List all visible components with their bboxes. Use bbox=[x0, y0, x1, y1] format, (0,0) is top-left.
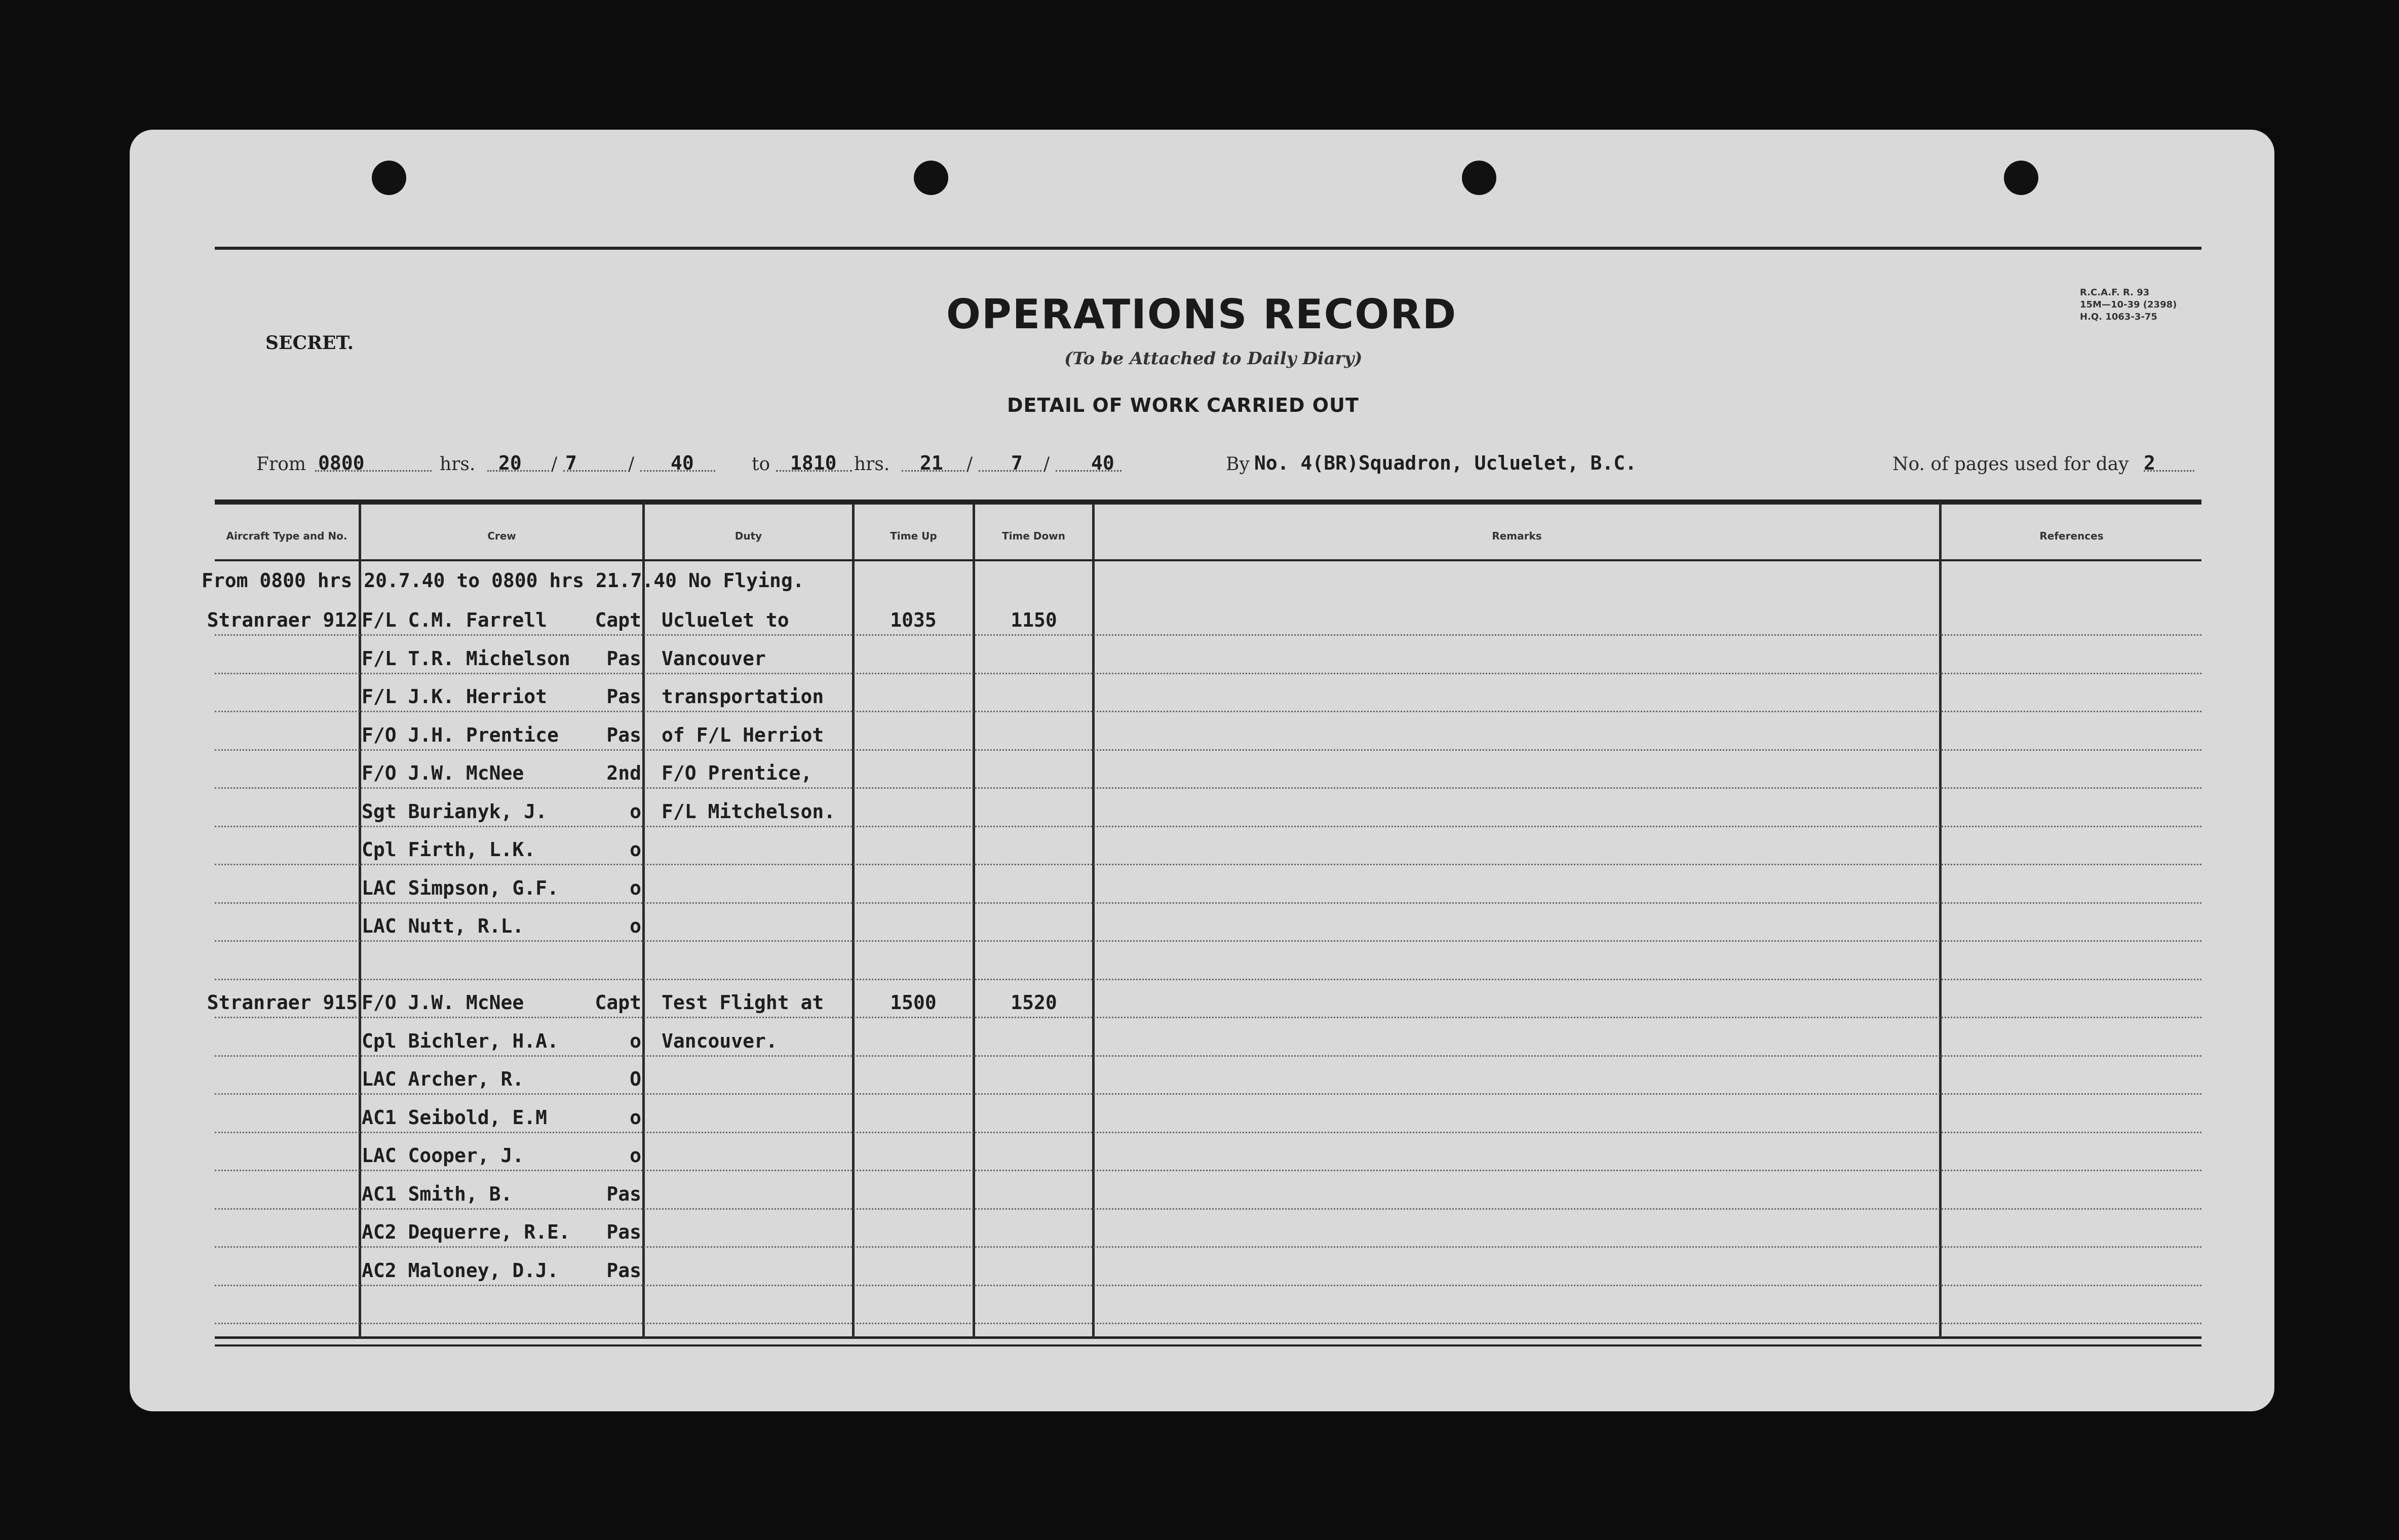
role-cell: 2nd bbox=[606, 762, 641, 784]
role-cell: Capt bbox=[595, 609, 641, 631]
role-cell: Pas bbox=[606, 647, 641, 670]
duty-cell: Test Flight at bbox=[662, 991, 824, 1014]
crew-cell: F/L T.R. Michelson bbox=[362, 647, 570, 670]
role-cell: o bbox=[630, 1029, 641, 1052]
column-header-time-down: Time Down bbox=[1002, 530, 1065, 542]
crew-cell: AC2 Maloney, D.J. bbox=[362, 1259, 559, 1282]
row-rule bbox=[215, 902, 2201, 904]
crew-cell: Cpl Bichler, H.A. bbox=[362, 1029, 559, 1052]
row-rule bbox=[215, 1093, 2201, 1095]
crew-cell: AC1 Seibold, E.M bbox=[362, 1106, 548, 1129]
crew-cell: LAC Nutt, R.L. bbox=[362, 915, 524, 937]
row-rule bbox=[215, 1170, 2201, 1171]
crew-cell: F/O J.W. McNee bbox=[362, 762, 524, 784]
column-divider bbox=[1092, 504, 1095, 1338]
summary-line: From 0800 hrs 20.7.40 to 0800 hrs 21.7.40 No Flying. bbox=[202, 569, 804, 592]
column-header-references: References bbox=[2039, 530, 2104, 542]
time-down-cell: 1520 bbox=[1011, 991, 1057, 1014]
column-header-aircraft: Aircraft Type and No. bbox=[226, 530, 347, 542]
crew-cell: LAC Archer, R. bbox=[362, 1068, 524, 1090]
duty-cell: F/O Prentice, bbox=[662, 762, 812, 784]
punch-hole bbox=[1462, 161, 1496, 195]
row-rule bbox=[215, 1208, 2201, 1210]
column-divider bbox=[1939, 504, 1942, 1338]
time-up-cell: 1035 bbox=[890, 609, 937, 631]
crew-cell: F/O J.H. Prentice bbox=[362, 723, 559, 746]
crew-cell: Sgt Burianyk, J. bbox=[362, 800, 548, 823]
top-rule bbox=[215, 247, 2201, 250]
column-header-remarks: Remarks bbox=[1492, 530, 1542, 542]
column-header-crew: Crew bbox=[487, 530, 516, 542]
row-rule bbox=[215, 940, 2201, 942]
role-cell: o bbox=[630, 915, 641, 937]
row-rule bbox=[215, 1017, 2201, 1018]
detail-heading: DETAIL OF WORK CARRIED OUT bbox=[1007, 394, 1359, 416]
table-top-rule bbox=[215, 499, 2201, 505]
time-down-cell: 1150 bbox=[1011, 609, 1057, 631]
row-rule bbox=[215, 864, 2201, 865]
aircraft-cell: Stranraer 915 bbox=[207, 991, 358, 1014]
crew-cell: AC2 Dequerre, R.E. bbox=[362, 1221, 570, 1243]
role-cell: o bbox=[630, 800, 641, 823]
role-cell: O bbox=[630, 1068, 641, 1090]
role-cell: Pas bbox=[606, 1221, 641, 1243]
role-cell: Capt bbox=[595, 991, 641, 1014]
duty-cell: Ucluelet to bbox=[662, 609, 789, 631]
column-header-duty: Duty bbox=[734, 530, 762, 542]
row-rule bbox=[215, 1246, 2201, 1248]
crew-cell: AC1 Smith, B. bbox=[362, 1182, 513, 1205]
role-cell: Pas bbox=[606, 685, 641, 708]
row-rule bbox=[215, 1132, 2201, 1133]
form-code: R.C.A.F. R. 93 15M—10-39 (2398) H.Q. 1063-3-75 bbox=[2080, 287, 2177, 322]
row-rule bbox=[215, 1323, 2201, 1324]
role-cell: Pas bbox=[606, 1182, 641, 1205]
column-divider bbox=[973, 504, 975, 1338]
duty-cell: of F/L Herriot bbox=[662, 723, 824, 746]
punch-hole bbox=[2004, 161, 2038, 195]
page-subtitle: (To be Attached to Daily Diary) bbox=[1064, 349, 1363, 369]
crew-cell: LAC Cooper, J. bbox=[362, 1144, 524, 1167]
crew-cell: Cpl Firth, L.K. bbox=[362, 838, 536, 861]
row-rule bbox=[215, 1285, 2201, 1286]
table-bottom-rule bbox=[215, 1336, 2201, 1339]
header-underline bbox=[215, 559, 2201, 561]
crew-cell: F/O J.W. McNee bbox=[362, 991, 524, 1014]
duty-cell: F/L Mitchelson. bbox=[662, 800, 836, 823]
role-cell: o bbox=[630, 1144, 641, 1167]
row-rule bbox=[215, 749, 2201, 751]
role-cell: Pas bbox=[606, 1259, 641, 1282]
column-header-time-up: Time Up bbox=[890, 530, 937, 542]
duty-cell: Vancouver bbox=[662, 647, 766, 670]
role-cell: o bbox=[630, 1106, 641, 1129]
row-rule bbox=[215, 1055, 2201, 1057]
row-rule bbox=[215, 673, 2201, 674]
record-card: SECRET. OPERATIONS RECORD (To be Attached to Daily Diary) DETAIL OF WORK CARRIED OUT R.C.A.F. R. 93 15M—10-39 (2398) H.Q. 1063-3-75 From 0800 hrs. 20 / 7 / 40 to 1810 hrs. 21 / 7 / 40 By No. 4(BR)Squadron, Ucluelet, B.C. No. of pages used for day 2 Aircraft Type and No. Crew Duty Time Up Time Down Remarks References From 0800 hrs 20.7.40 to 0800 hrs 21.7.40 No Flying. Stranraer 912 F/L C.M. Farrell Capt Ucluelet to 1035 1150 F/L T.R. Michelson Pas Vancouver F/L J.K. Herriot Pas transportation F/O J.H. Prentice Pas of F/L Herriot F/O J.W. McNee 2nd F/O Prentice, Sgt Burianyk, J. o F/L Mitchelson. Cpl Firth, L.K. o LAC Simpson, G.F. o LAC Nutt, R.L. o Stranraer 915 F/O J.W. McNee Capt Test Flight at 1500 1520 Cpl Bichler, H.A. o Vancouver. LAC Archer, R. O AC1 Seibold, E.M o LAC Cooper, J. o AC1 Smith, B. Pas AC2 Dequerre, R.E. Pas AC2 Maloney, D.J. Pas bbox=[130, 130, 2274, 1411]
page-title: OPERATIONS RECORD bbox=[946, 291, 1457, 338]
row-rule bbox=[215, 979, 2201, 980]
time-up-cell: 1500 bbox=[890, 991, 937, 1014]
secret-label: SECRET. bbox=[265, 332, 354, 354]
row-rule bbox=[215, 634, 2201, 636]
aircraft-cell: Stranraer 912 bbox=[207, 609, 358, 631]
duty-cell: transportation bbox=[662, 685, 824, 708]
table-bottom-rule-2 bbox=[215, 1344, 2201, 1346]
crew-cell: LAC Simpson, G.F. bbox=[362, 876, 559, 899]
role-cell: Pas bbox=[606, 723, 641, 746]
crew-cell: F/L C.M. Farrell bbox=[362, 609, 548, 631]
row-rule bbox=[215, 826, 2201, 827]
column-divider bbox=[359, 504, 361, 1338]
punch-hole bbox=[914, 161, 948, 195]
crew-cell: F/L J.K. Herriot bbox=[362, 685, 548, 708]
duty-cell: Vancouver. bbox=[662, 1029, 778, 1052]
row-rule bbox=[215, 787, 2201, 789]
column-divider bbox=[642, 504, 645, 1338]
role-cell: o bbox=[630, 838, 641, 861]
role-cell: o bbox=[630, 876, 641, 899]
punch-hole bbox=[372, 161, 406, 195]
row-rule bbox=[215, 711, 2201, 712]
